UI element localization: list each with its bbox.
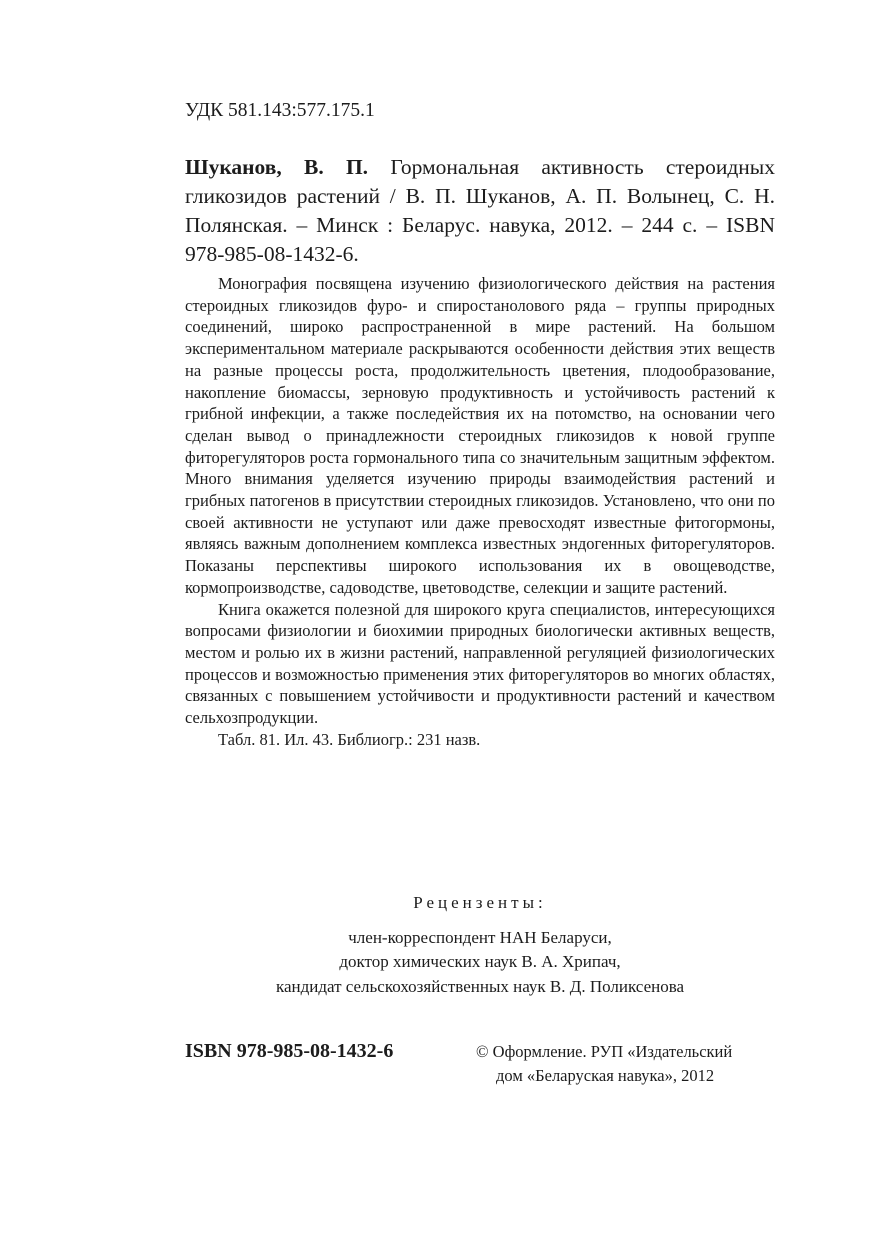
abstract-paragraph-3: Табл. 81. Ил. 43. Библиогр.: 231 назв. bbox=[218, 729, 481, 749]
copyright-notice bbox=[476, 1040, 776, 1088]
reviewers-heading: Рецензенты: bbox=[413, 893, 547, 912]
bibliographic-citation bbox=[185, 153, 775, 269]
isbn: ISBN 978-985-08-1432-6 bbox=[185, 1040, 394, 1062]
reviewer-line: доктор химических наук В. А. Хрипач, bbox=[339, 952, 621, 971]
copyright-line-2: дом «Беларуская навука», 2012 bbox=[496, 1066, 715, 1085]
reviewers-block bbox=[185, 891, 775, 999]
reviewer-line: кандидат сельскохозяйственных наук В. Д. Поликсенова bbox=[275, 976, 685, 996]
abstract bbox=[185, 273, 775, 750]
copyright-line-1: © Оформление. РУП «Издательский bbox=[476, 1042, 733, 1061]
reviewer-line: член-корреспондент НАН Беларуси, bbox=[348, 927, 612, 947]
abstract-paragraph-1: Монография посвящена изучению физиологического действия на растения стероидных гликозидов фуро- и спиростанолового ряда – группы природных соединений, широко распространенной в мире растений. На большом экспериментальном материале раскрываются особенности действия этих веществ на разные процессы роста, продолжительность цветения, плодообразование, накопление биомассы, зерновую продуктивность и устойчивость растений к грибной инфекции, а также последействия их на потомство, на основании чего сделан вывод о принадлежности стероидных гликозидов к новой группе фиторегуляторов роста гормонального типа со значительным защитным эффектом. Много внимания уделяется изучению природы взаимодействия растений и грибных патогенов в присутствии стероидных гликозидов. Установлено, что они по своей активности не уступают или даже превосходят известные фитогормоны, являясь важным дополнением комплекса известных эндогенных фиторегуляторов. Показаны перспективы широкого использования их в овощеводстве, кормопроизводстве, садоводстве, цветоводстве, селекции и защите растений. bbox=[185, 274, 775, 597]
udk-code: УДК 581.143:577.175.1 bbox=[185, 100, 375, 121]
abstract-paragraph-2: Книга окажется полезной для широкого круга специалистов, интересующихся вопросами физиологии и биохимии природных биологически активных веществ, местом и ролью их в жизни растений, направленной регуляцией физиологических процессов и возможностью применения этих фиторегуляторов во многих областях, связанных с повышением устойчивости и продуктивности растений и качеством сельхозпродукции. bbox=[185, 599, 775, 728]
citation-author: Шуканов, В. П. bbox=[185, 155, 369, 179]
citation-text: Гормональная активность стероидных гликозидов растений / В. П. Шуканов, А. П. Волынец, С. Н. Полянская. – Минск : Беларус. навука, 2012. – 244 с. – ISBN 978-985-08-1432-6. bbox=[185, 155, 775, 266]
